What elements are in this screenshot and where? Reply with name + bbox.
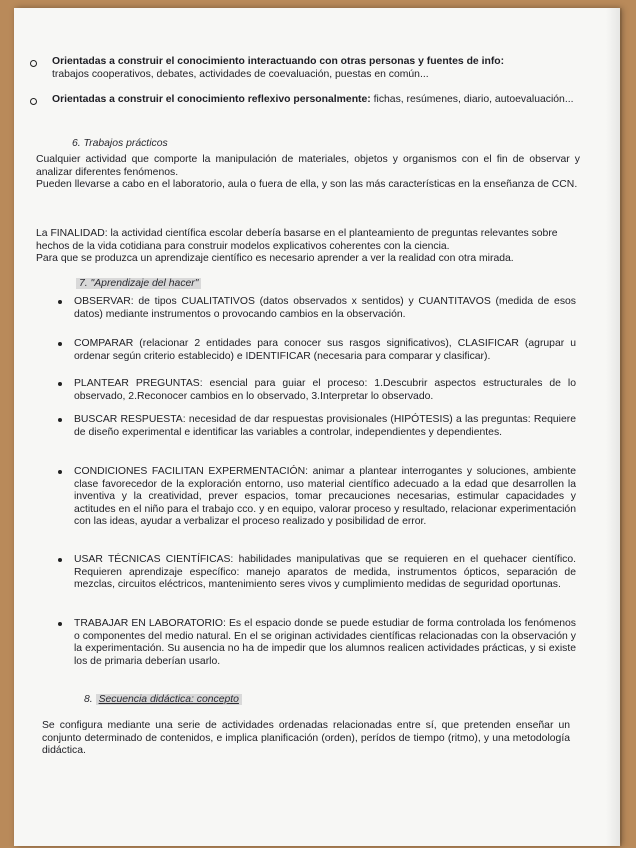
- item-text: trabajos cooperativos, debates, actividades de coevaluación, puestas en común...: [52, 68, 429, 80]
- section-6-paragraph-2: La FINALIDAD: la actividad científica escolar debería basarse en el planteamiento de preguntas relevantes sobre hechos de la vida cotidiana para construir modelos explicativos coherentes con la ciencia. Para que se produzca un aprendizaje científico es necesario aprender a ver la realidad con otra mirada.: [36, 228, 558, 265]
- page-edge-shadow: [606, 8, 622, 846]
- list-item: TRABAJAR EN LABORATORIO: Es el espacio donde se puede estudiar de forma controlada los fenómenos o componentes del medio natural. En el se originan actividades científicas relacionadas con la observación y la experimentación. Su ausencia no ha de impedir que los alumnos realicen actividades prácticas, y si existe los de primaria deberían usarlo.: [58, 618, 576, 668]
- section-8-heading: 8. Secuencia didáctica: concepto: [84, 694, 242, 707]
- item-bold: Orientadas a construir el conocimiento reflexivo personalmente:: [52, 94, 371, 105]
- bullet-icon: [58, 342, 62, 346]
- list-item: COMPARAR (relacionar 2 entidades para conocer sus rasgos significativos), CLASIFICAR (agrupar u ordenar según criterio establecido) e IDENTIFICAR (necesaria para comparar y clasificar).: [58, 338, 576, 363]
- list-item: CONDICIONES FACILITAN EXPERMENTACIÓN: animar a plantear interrogantes y soluciones, ambiente clase favorecedor de la exploración entorno, uso material científico adecuado a la edad que desarrollen la inventiva y la creatividad, prever espacios, tomar precauciones necesarias, estimular capacidades y actitudes en el niño para el trabajo cco. y en equipo, valorar proceso y resultado, relacionar experimentación con las ideas, ayudar a verbalizar el proceso realizado y posibilidad de error.: [58, 466, 576, 529]
- circle-bullet-icon: [30, 60, 37, 67]
- list-item: [30, 94, 580, 107]
- circle-bullet-icon: [30, 98, 37, 105]
- item-bold: Orientadas a construir el conocimiento interactuando con otras personas y fuentes de info:: [52, 56, 505, 67]
- list-item: USAR TÉCNICAS CIENTÍFICAS: habilidades manipulativas que se requieren en el quehacer científico. Requieren aprendizaje específico: manejo aparatos de medida, instrumentos ópticos, separación de mezclas, circuitos eléctricos, mantenimiento seres vivos y cumplimiento medidas de seguridad oportunas.: [58, 554, 576, 592]
- item-text: fichas, resúmenes, diario, autoevaluación...: [373, 94, 574, 105]
- section-7-heading: 7. "Aprendizaje del hacer": [76, 278, 201, 291]
- document-page: [14, 8, 620, 846]
- list-item: OBSERVAR: de tipos CUALITATIVOS (datos observados x sentidos) y CUANTITAVOS (medida de esos datos) mediante instrumentos o provocando cambios en la observación.: [58, 296, 576, 321]
- bullet-icon: [58, 418, 62, 422]
- list-item: PLANTEAR PREGUNTAS: esencial para guiar el proceso: 1.Descubrir aspectos estructurales de lo observado, 2.Reconocer cambios en lo observado, 3.Interpretar lo observado.: [58, 378, 576, 403]
- section-8-paragraph: Se configura mediante una serie de actividades ordenadas relacionadas entre sí, que pretenden enseñar un conjunto determinado de contenidos, e implica planificación (orden), perídos de tiempo (ritmo), y una metodología didáctica.: [42, 720, 570, 757]
- bullet-icon: [58, 382, 62, 386]
- section-6-paragraph-1: Cualquier actividad que comporte la manipulación de materiales, objetos y organismos con el fin de observar y analizar diferentes fenómenos. Pueden llevarse a cabo en el laboratorio, aula o fuera de ella, y son las más características en la enseñanza de CCN.: [36, 154, 580, 191]
- bullet-icon: [58, 470, 62, 474]
- section-6-heading: 6. Trabajos prácticos: [72, 138, 168, 149]
- bullet-icon: [58, 622, 62, 626]
- bullet-icon: [58, 558, 62, 562]
- list-item: [30, 56, 580, 81]
- bullet-icon: [58, 300, 62, 304]
- list-item: BUSCAR RESPUESTA: necesidad de dar respuestas provisionales (HIPÓTESIS) a las preguntas: Requiere de diseño experimental e identificar las variables a controlar, independientes y dependientes.: [58, 414, 576, 439]
